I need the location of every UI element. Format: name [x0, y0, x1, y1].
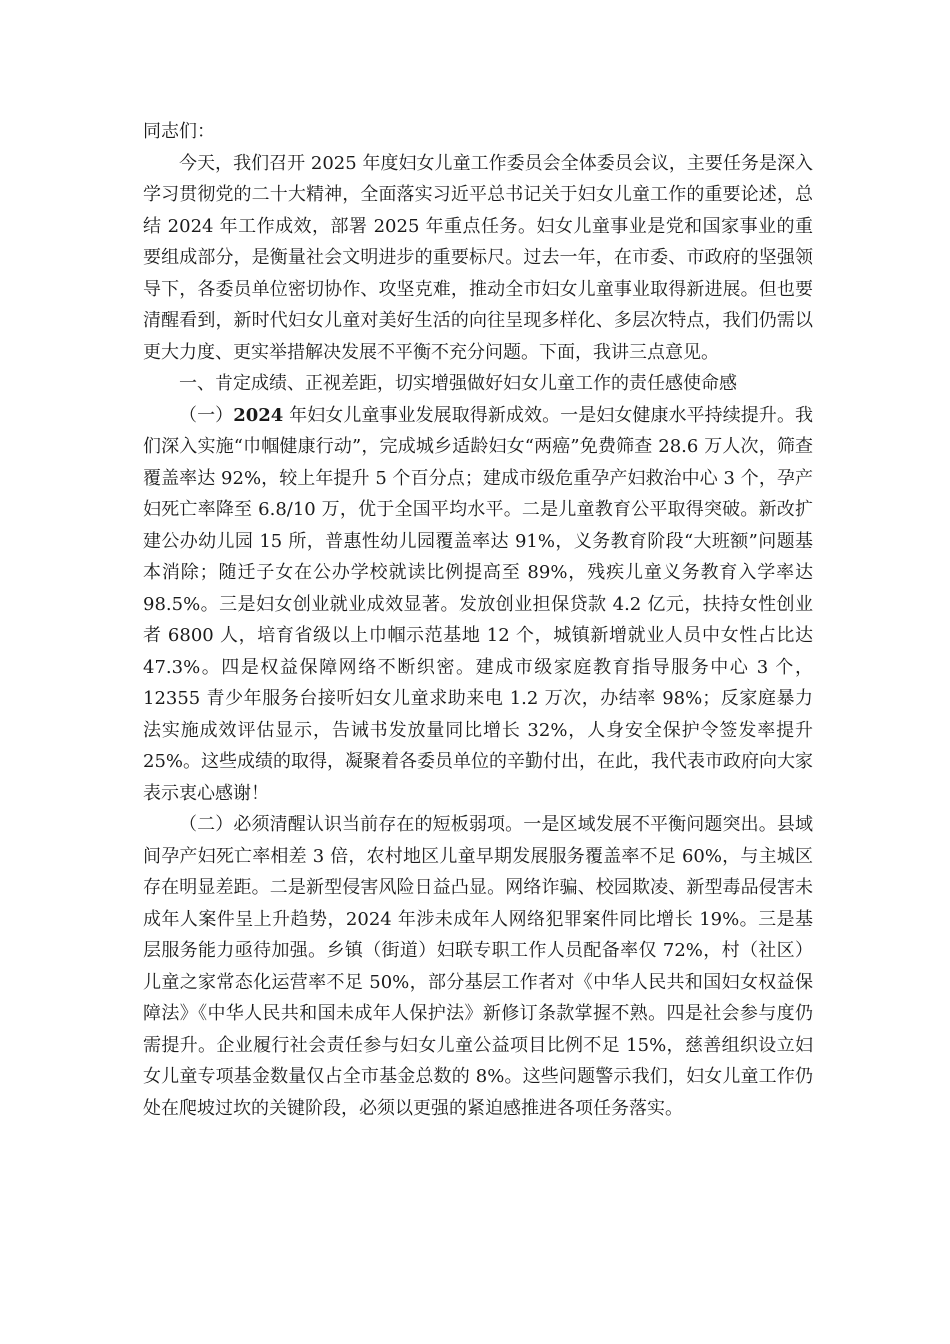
- section-heading-1: 一、肯定成绩、正视差距，切实增强做好妇女儿童工作的责任感使命感: [179, 373, 737, 394]
- shortcomings-paragraph: （二）必须清醒认识当前存在的短板弱项。一是区域发展不平衡问题突出。县域间孕产妇死亡率相差 3 倍，农村地区儿童早期发展服务覆盖率不足 60%，与主城区存在明显差距。二是新型侵害风险日益凸显。网络诈骗、校园欺凌、新型毒品侵害未成年人案件呈上升趋势，2024 年涉未成年人网络犯罪案件同比增长 19%。三是基层服务能力亟待加强。乡镇（街道）妇联专职工作人员配备率仅 72%，村（社区）儿童之家常态化运营率不足 50%，部分基层工作者对《中华人民共和国妇女权益保障法》《中华人民共和国未成年人保护法》新修订条款掌握不熟。四是社会参与度仍需提升。企业履行社会责任参与妇女儿童公益项目比例不足 15%，慈善组织设立妇女儿童专项基金数量仅占全市基金总数的 8%。这些问题警示我们，妇女儿童工作仍处在爬坡过坎的关键阶段，必须以更强的紧迫感推进各项任务落实。: [143, 814, 813, 1119]
- intro-paragraph: 今天，我们召开 2025 年度妇女儿童工作委员会全体委员会议，主要任务是深入学习贯彻党的二十大精神，全面落实习近平总书记关于妇女儿童工作的重要论述，总结 2024 年工作成效，部署 2025 年重点任务。妇女儿童事业是党和国家事业的重要组成部分，是衡量社会文明进步的重要标尺。过去一年，在市委、市政府的坚强领导下，各委员单位密切协作、攻坚克难，推动全市妇女儿童事业取得新进展。但也要清醒看到，新时代妇女儿童对美好生活的向往呈现多样化、多层次特点，我们仍需以更大力度、更实举措解决发展不平衡不充分问题。下面，我讲三点意见。: [143, 152, 813, 363]
- greeting: 同志们：: [143, 121, 215, 142]
- document-page: [143, 116, 813, 1124]
- achievements-paragraph: [143, 400, 813, 810]
- bold-year: 2024: [233, 404, 284, 426]
- achievements-text: 年妇女儿童事业发展取得新成效。一是妇女健康水平持续提升。我们深入实施“巾帼健康行动”，完成城乡适龄妇女“两癌”免费筛查 28.6 万人次，筛查覆盖率达 92%，较上年提升 5 个百分点；建成市级危重孕产妇救治中心 3 个，孕产妇死亡率降至 6.8/10 万，优于全国平均水平。二是儿童教育公平取得突破。新改扩建公办幼儿园 15 所，普惠性幼儿园覆盖率达 91%，义务教育阶段“大班额”问题基本消除；随迁子女在公办学校就读比例提高至 89%，残疾儿童义务教育入学率达 98.5%。三是妇女创业就业成效显著。发放创业担保贷款 4.2 亿元，扶持女性创业者 6800 人，培育省级以上巾帼示范基地 12 个，城镇新增就业人员中女性占比达 47.3%。四是权益保障网络不断织密。建成市级家庭教育指导服务中心 3 个，12355 青少年服务台接听妇女儿童求助来电 1.2 万次，办结率 98%；反家庭暴力法实施成效评估显示，告诫书发放量同比增长 32%，人身安全保护令签发率提升 25%。这些成绩的取得，凝聚着各委员单位的辛勤付出，在此，我代表市政府向大家表示衷心感谢！: [143, 404, 814, 804]
- section-prefix: （一）: [179, 404, 234, 426]
